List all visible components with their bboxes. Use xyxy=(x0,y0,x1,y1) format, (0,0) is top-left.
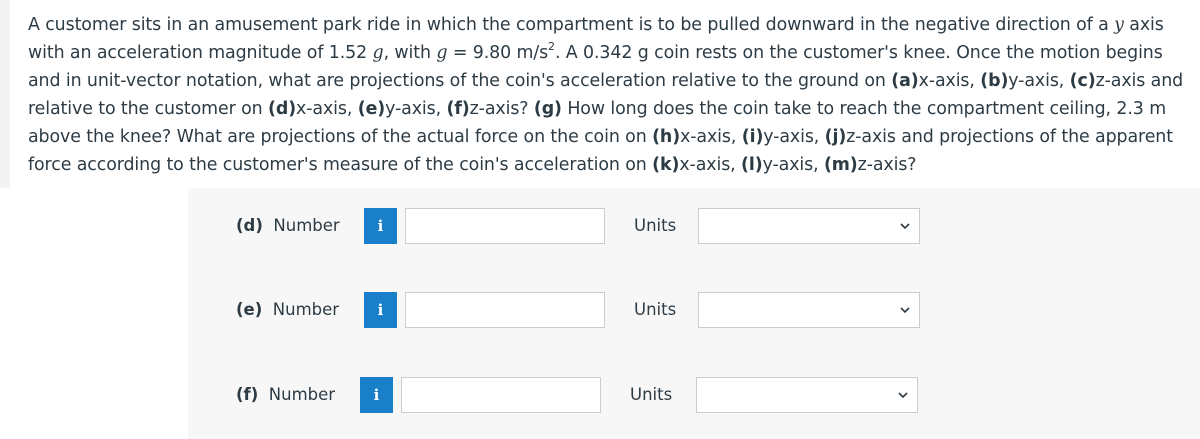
question-text-segment: (c) xyxy=(1069,71,1096,91)
question-text-segment: (d) xyxy=(268,99,297,119)
question-text-segment: y-axis, xyxy=(385,99,447,119)
question-text-segment: y-axis, xyxy=(1008,71,1070,91)
info-icon[interactable]: i xyxy=(364,208,397,244)
answer-panel xyxy=(188,188,1200,439)
question-text-segment: x-axis, xyxy=(680,127,742,147)
answer-row-f xyxy=(188,375,1200,419)
question-line xyxy=(28,95,1188,123)
question-text-segment: (m) xyxy=(823,155,858,175)
question-text-segment: y-axis, xyxy=(763,127,825,147)
question-text-segment: (e) xyxy=(357,99,386,119)
question-line xyxy=(28,123,1188,151)
question-text-segment: axis xyxy=(1123,15,1164,35)
question-text-segment: g xyxy=(372,43,384,63)
units-label: Units xyxy=(630,385,673,404)
question-text-segment: (f) xyxy=(446,99,470,119)
question-text-segment: and in unit-vector notation, what are projections of the coin's acceleration relative to the ground on xyxy=(28,71,892,91)
question-text-segment: with an acceleration magnitude of 1.52 xyxy=(28,43,373,63)
question-text-segment: relative to the customer on xyxy=(28,99,268,119)
number-input-f[interactable] xyxy=(401,377,601,413)
question-text-segment: force according to the customer's measure of the coin's acceleration on xyxy=(28,155,653,175)
question-text-segment: (b) xyxy=(980,71,1009,91)
number-input-d[interactable] xyxy=(405,208,605,244)
part-label: (e) Number xyxy=(236,300,340,319)
question-text-segment: (i) xyxy=(741,127,764,147)
question-line xyxy=(28,67,1188,95)
question-text-segment: above the knee? What are projections of the actual force on the coin on xyxy=(28,127,653,147)
question-line xyxy=(28,39,1188,67)
part-label: (d) Number xyxy=(236,216,340,235)
units-select-d[interactable] xyxy=(698,208,920,244)
question-line xyxy=(28,151,1188,179)
chevron-down-icon xyxy=(897,302,913,318)
part-label: (f) Number xyxy=(236,385,336,404)
question-text-segment: z-axis and projections of the apparent xyxy=(846,127,1173,147)
chevron-down-icon xyxy=(895,387,911,403)
question-text-segment: (h) xyxy=(652,127,681,147)
question-text-segment: x-axis, xyxy=(296,99,358,119)
question-text-segment: (j) xyxy=(824,127,847,147)
info-icon[interactable]: i xyxy=(360,377,393,413)
units-select-f[interactable] xyxy=(696,377,918,413)
question-text-segment: = 9.80 m/s xyxy=(447,43,549,63)
question-text-segment: y xyxy=(1114,15,1124,35)
question-text-segment: x-axis, xyxy=(679,155,742,175)
left-margin-strip xyxy=(0,0,10,188)
question-text-segment: y-axis, xyxy=(762,155,824,175)
question-text-segment: z-axis and xyxy=(1095,71,1184,91)
question-line xyxy=(28,11,1188,39)
units-select-e[interactable] xyxy=(698,292,920,328)
question-text xyxy=(28,11,1188,179)
answer-row-e xyxy=(188,290,1200,334)
question-text-segment: (k) xyxy=(652,155,680,175)
question-text-segment: (g) xyxy=(533,99,562,119)
question-text-segment: How long does the coin take to reach the compartment ceiling, 2.3 m xyxy=(561,99,1167,119)
question-text-segment: x-axis, xyxy=(918,71,981,91)
number-input-e[interactable] xyxy=(405,292,605,328)
question-text-segment: , with xyxy=(383,43,437,63)
question-text-segment: (a) xyxy=(891,71,919,91)
question-text-segment: . A 0.342 g coin rests on the customer's knee. Once the motion begins xyxy=(554,43,1163,63)
info-icon[interactable]: i xyxy=(364,292,397,328)
units-label: Units xyxy=(634,216,677,235)
question-text-segment: g xyxy=(436,43,448,63)
question-text-segment: z-axis? xyxy=(857,155,917,175)
question-text-segment: A customer sits in an amusement park ride in which the compartment is to be pulled downward in the negative direction of a xyxy=(28,15,1115,35)
units-label: Units xyxy=(634,300,677,319)
answer-row-d xyxy=(188,206,1200,250)
chevron-down-icon xyxy=(897,218,913,234)
question-text-segment: (l) xyxy=(741,155,763,175)
question-text-segment: 2 xyxy=(548,40,555,54)
question-text-segment: z-axis? xyxy=(469,99,534,119)
